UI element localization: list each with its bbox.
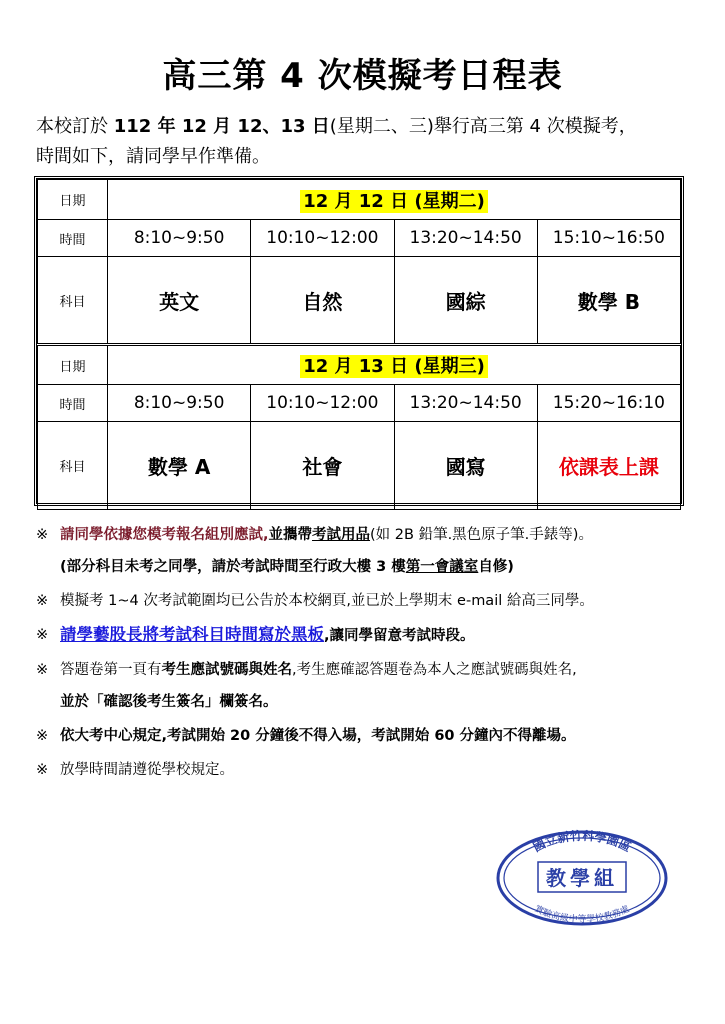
day1-date: 12 月 12 日 (星期二) (300, 190, 488, 213)
reference-mark: ※ (36, 527, 49, 543)
subject-label: 科目 (38, 257, 108, 345)
reference-mark: ※ (36, 728, 49, 744)
note-6-text: 放學時間請遵從學校規定。 (60, 762, 234, 778)
day2-time-1: 8:10~9:50 (108, 385, 251, 422)
page-title: 高三第 4 次模擬考日程表 (162, 56, 563, 96)
day1-time-2: 10:10~12:00 (251, 220, 394, 257)
note-4b-text: 並於「確認後考生簽名」欄簽名。 (60, 694, 278, 710)
reference-mark: ※ (36, 627, 49, 643)
day1-subject-1: 英文 (108, 257, 251, 345)
note-1-exam-supplies: 考試用品 (312, 527, 371, 543)
note-4-text: ,考生應確認答題卷為本人之應試號碼與姓名, (292, 662, 577, 678)
date-label: 日期 (38, 180, 108, 220)
note-1b-text: 自修) (478, 559, 514, 575)
day1-subject-2: 自然 (251, 257, 394, 345)
note-1 (36, 524, 696, 546)
note-1-emphasis: 請同學依據您模考報名組別應試, (60, 527, 269, 543)
day1-time-4: 15:10~16:50 (537, 220, 680, 257)
intro-line-1 (36, 112, 696, 142)
day2-subject-3: 國寫 (394, 422, 537, 510)
note-1-text: (如 2B 鉛筆.黑色原子筆.手錶等)。 (370, 527, 593, 543)
note-4 (36, 659, 696, 681)
intro-text: (星期二、三)舉行高三第 4 次模擬考， (329, 116, 637, 137)
reference-mark: ※ (36, 762, 49, 778)
note-3-emphasis: 請學藝股長將考試科目時間寫於黑板 (60, 625, 324, 644)
intro-paragraph (36, 112, 696, 172)
intro-text: 本校訂於 (36, 116, 108, 137)
note-5-text: 依大考中心規定,考試開始 20 分鐘後不得入場，考試開始 60 分鐘內不得離場。 (60, 728, 576, 744)
day1-subject-3: 國綜 (394, 257, 537, 345)
day2-time-4: 15:20~16:10 (537, 385, 680, 422)
note-2-text: 模擬考 1~4 次考試範圍均已公告於本校網頁,並已於上學期末 e-mail 給高三同學。 (60, 593, 594, 609)
note-1-continuation (36, 556, 696, 578)
day2-time-3: 13:20~14:50 (394, 385, 537, 422)
date-label: 日期 (38, 345, 108, 385)
intro-dates: 112 年 12 月 12、13 日 (113, 116, 330, 137)
note-1b-room: 第一會議室 (405, 559, 479, 575)
reference-mark: ※ (36, 662, 49, 678)
note-3-text: ,讓同學留意考試時段。 (324, 628, 475, 644)
day2-date: 12 月 13 日 (星期三) (300, 355, 488, 378)
note-2 (36, 590, 696, 612)
day1-time-1: 8:10~9:50 (108, 220, 251, 257)
intro-line-2: 時間如下，請同學早作準備。 (36, 146, 270, 167)
seal-top-text: 國立新竹科學園區 (530, 828, 634, 855)
day2-subject-2: 社會 (251, 422, 394, 510)
day2-subject-1: 數學 A (108, 422, 251, 510)
note-3 (36, 624, 696, 647)
seal-bottom-text: 實驗高級中等學校教務處 (532, 904, 632, 925)
note-5 (36, 725, 696, 747)
note-1b-text: (部分科目未考之同學，請於考試時間至行政大樓 3 樓 (60, 559, 406, 575)
note-4-text: 答題卷第一頁有 (60, 662, 162, 678)
day1-subject-4: 數學 B (537, 257, 680, 345)
day2-subject-4: 依課表上課 (537, 422, 680, 510)
note-4-emphasis: 考生應試號碼與姓名 (161, 662, 292, 678)
note-6 (36, 759, 696, 781)
note-1-text: 並攜帶 (268, 527, 313, 543)
day2-time-2: 10:10~12:00 (251, 385, 394, 422)
schedule-table (34, 176, 684, 506)
school-seal-stamp (494, 826, 670, 926)
day1-time-3: 13:20~14:50 (394, 220, 537, 257)
seal-center-text: 教學組 (546, 866, 618, 890)
time-label: 時間 (38, 220, 108, 257)
time-label: 時間 (38, 385, 108, 422)
notes-list (36, 524, 696, 793)
reference-mark: ※ (36, 593, 49, 609)
subject-label: 科目 (38, 422, 108, 510)
note-4-continuation (36, 691, 696, 713)
